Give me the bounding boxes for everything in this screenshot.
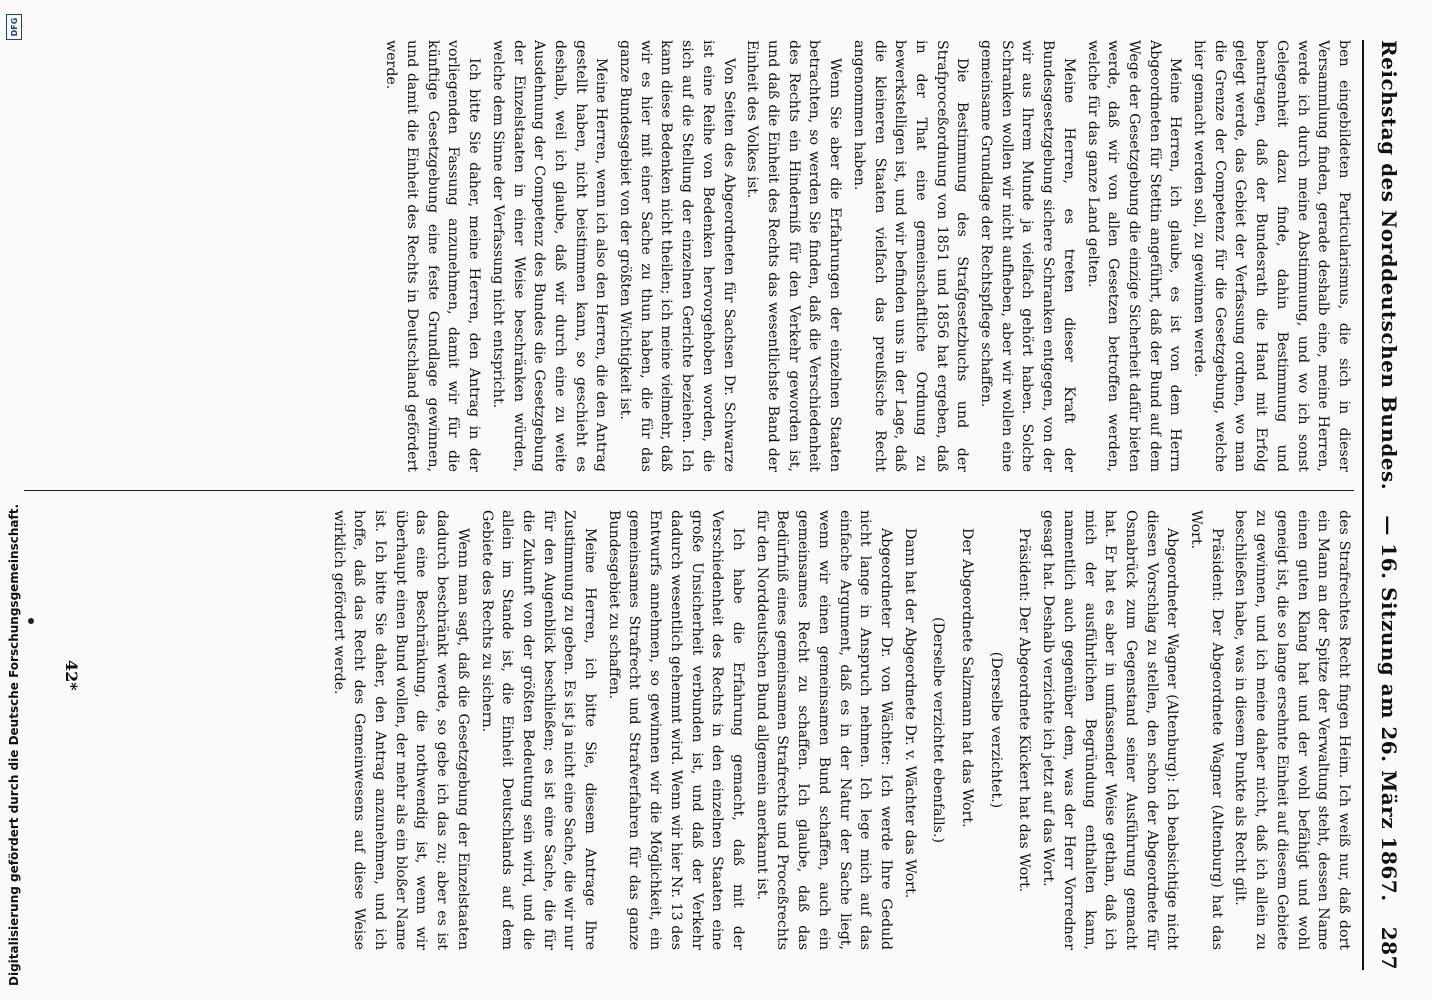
speaker-line: Präsident: Der Abgeordnete Kückert hat das Wort. [1016,528,1033,893]
stage-note: (Derselbe verzichtet ebenfalls.) [930,616,947,843]
column-divider [24,490,1354,491]
session-info: — 16. Sitzung am 26. März 1867. [1377,515,1401,902]
paragraph: Von Seiten des Abgeordneten für Sachsen Dr. Schwarze ist eine Reihe von Bedenken hervorgehoben worden, die sich auf die Stellung der einzelnen Gerichte beziehen. Ich kann diese Bedenken nicht theilen; ich meine vielmehr, daß wir es hier mit einer Sache zu thun haben, die für das ganze Bundesgebiet von der größten Wichtigkeit ist. [617,40,737,472]
paragraph: ben eingebildeten Particularismus, die sich in dieser Versammlung finden, gerade deshalb eine, meine Herren, werde ich durch meine Abstimmung, und wo ich sonst Gelegenheit dazu finde, dahin Bestimmung und beantragen, daß der Bundesrath die Hand mit Erfolg gelegt werde, das Gebiet der Verfassung ordnen, wo man die Grenze der Competenz für die Gesetzgebung, welche hier gemacht werden soll, zu gewinnen werde. [1191,40,1352,472]
speech-paragraph: Meine Herren, ich bitte Sie, diesem Antrage Ihre Zustimmung zu geben. Es ist ja nicht eine Sache, die wir nur für den Augenblick beschließen; es ist eine Sache, die für die Zukunft von der größten Bedeutung sein wird, und die allein im Stande ist, die Einheit Deutschlands auf dem Gebiete des Rechts zu sichern. [478,510,599,950]
speaker-line: Präsident: Der Abgeordnete Wagner (Altenburg) hat das Wort. [1188,510,1225,950]
dfg-logo-icon: DFG [6,14,22,40]
speech-paragraph: Abgeordneter Wagner (Altenburg): Ich beabsichtige nicht diesen Vorschlag zu stellen, den schon der Abgeordnete für Osnabrück zum Gegenstand seiner Ausführung gemacht hat. Er hat es aber in umfassender Weise gethan, daß ich mich der ausführlichen Begründung enthalten kann, namentlich auch gegenüber dem, was der Herr Vorredner gesagt hat. Deshalb verzichte ich jetzt auf das Wort. [1040,510,1181,950]
speaker-line: Dann hat der Abgeordnete Dr. v. Wächter das Wort. [901,528,918,899]
running-title: Reichstag des Norddeutschen Bundes. [1377,40,1401,491]
page-number: 287 [1377,926,1401,970]
paragraph: des Strafrechtes Recht fingen Heim. Ich weiß nur, daß dort ein Mann an der Spitze der Verwaltung steht, dessen Name einen guten Klang hat und der wohl befähigt und wohl geneigt ist, die so lange ersehnte Einheit auf diesem Gebiete zu gewinnen, und ich meine daher nicht, daß ich allein zu beschließen habe, was in diesem Punkte als Recht gilt. [1232,510,1352,950]
speech-paragraph: Abgeordneter Dr. von Wächter: Ich werde Ihre Geduld nicht lange in Anspruch nehmen. Ich lege mich auf das einfache Argument, daß es in der Natur der Sache liegt, wenn wir einen gemeinsamen Bund schaffen, auch ein gemeinsames Recht zu schaffen. Ich glaube, daß das Bedürfniß eines gemeinsamen Strafrechts und Proceßrechts für den Norddeutschen Bund allgemein anerkannt ist. [753,510,894,950]
paragraph: Meine Herren, es treten dieser Kraft der Bundesgesetzgebung sichere Schranken entgegen, von der wir aus Ihrem Munde ja vielfach gehört haben. Solche Schranken wollen wir nicht aufheben, aber wir wollen eine gemeinsame Grundlage der Rechtspflege schaffen. [978,40,1077,472]
header-rule [1362,40,1364,970]
page-header [1366,40,1412,970]
speech-paragraph: Ich habe die Erfahrung gemacht, daß mit der Verschiedenheit des Rechts in den einzelnen Staaten eine große Unsicherheit verbunden ist, und daß der Verkehr dadurch wesentlich gehemmt wird. Wenn wir hier Nr. 13 des Entwurfs annehmen, so gewinnen wir die Möglichkeit, ein gemeinsames Strafrecht und Strafverfahren für das ganze Bundesgebiet zu schaffen. [605,510,747,950]
speech-paragraph: Wenn man sagt, daß die Gesetzgebung der Einzelstaaten dadurch beschränkt werde, so gebe ich das zu; aber es ist das eine Beschränkung, die nothwendig ist, wenn wir überhaupt einen Bund wollen, der mehr als ein bloßer Name ist. Ich bitte Sie daher, den Antrag anzunehmen, und ich hoffe, daß das Recht des Gemeinwesens auf diese Weise wirklich gefördert werde. [330,510,471,950]
funding-text: Digitalisierung gefördert durch die Deutsche Forschungsgemeinschaft. [7,503,21,986]
signature-mark: 42* [62,660,81,691]
stage-note: (Derselbe verzichtet.) [987,651,1004,809]
speaker-line: Der Abgeordnete Salzmann hat das Wort. [959,528,976,828]
left-column [19,40,1354,472]
paragraph: Ich bitte Sie daher, meine Herren, den Antrag in der vorliegenden Fassung anzunehmen, damit wir für die künftige Gesetzgebung eine feste Grundlage gewinnen, und damit die Einheit des Rechts in Deutschland gefördert werde. [383,40,483,472]
paragraph: Meine Herren, wenn ich also den Herren, die den Antrag gestellt haben, nicht beistimmen kann, so geschieht es deshalb, weil ich glaube, daß wir durch eine zu weite Ausdehnung der Competenz des Bundes die Gesetzgebung der Einzelstaaten in einer Weise beschränken würden, welche dem Sinne der Verfassung nicht entspricht. [489,40,610,472]
paragraph: Die Bestimmung des Strafgesetzbuchs und der Strafproceßordnung von 1851 und 1856 hat ergeben, daß in der That eine gemeinschaftliche Ordnung zu bewerkstelligen ist, und wir befinden uns in der Lage, daß die kleineren Staaten vielfach das preußische Recht angenommen haben. [850,40,971,472]
funding-footer [2,14,22,986]
right-column [19,510,1354,950]
paragraph: Meine Herren, ich glaube, es ist von dem Herrn Abgeordneten für Stettin angeführt, daß der Bund auf dem Wege der Gesetzgebung die einzige Sicherheit dafür bieten werde, daß wir von allen Gesetzen betroffen werden, welche für das ganze Land gelten. [1084,40,1184,472]
scan-speck [28,618,34,624]
paragraph: Wenn Sie aber die Erfahrungen der einzelnen Staaten betrachten, so werden Sie finden, daß die Verschiedenheit des Rechts ein Hinderniß für den Verkehr geworden ist, und daß die Einheit des Rechts das wesentlichste Band der Einheit des Volkes ist. [744,40,844,472]
